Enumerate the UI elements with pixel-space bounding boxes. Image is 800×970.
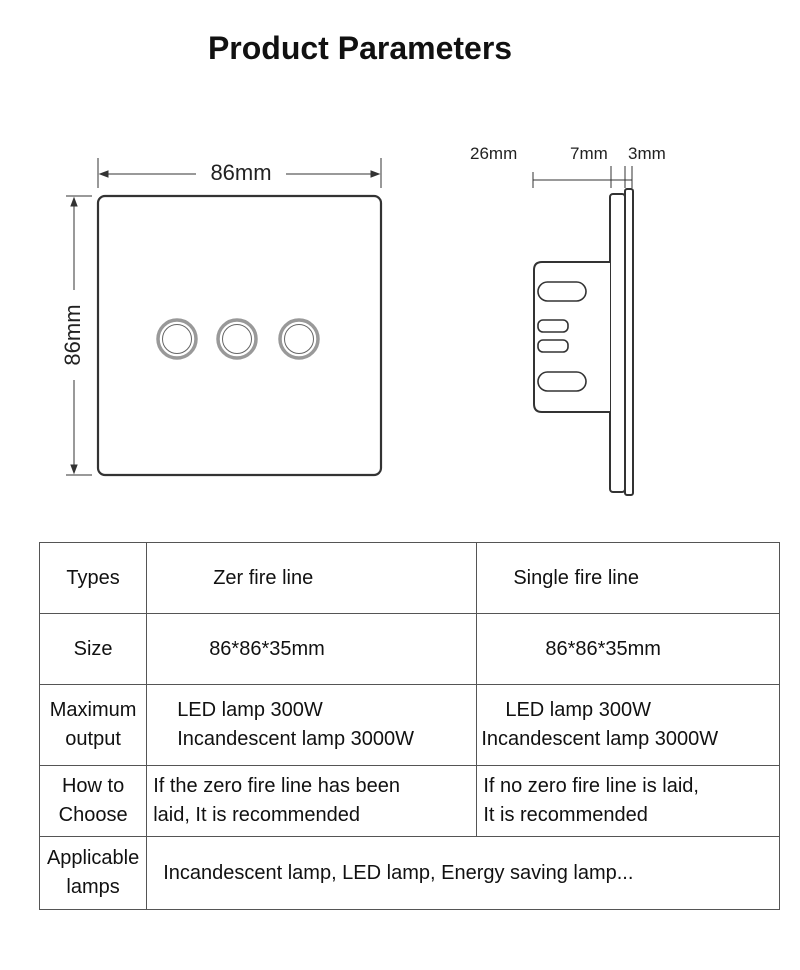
touch-button-2	[218, 320, 256, 358]
table-row-maximum-output	[40, 685, 780, 766]
zero-line-size: 86*86*35mm	[147, 614, 477, 685]
applicable-lamps-value: Incandescent lamp, LED lamp, Energy saving lamp...	[147, 837, 780, 910]
frame-dimension-label: 7mm	[570, 144, 608, 163]
touch-button-1	[158, 320, 196, 358]
row-label: How to Choose	[40, 766, 147, 837]
table-row-applicable-lamps	[40, 837, 780, 910]
row-label: Maximum output	[40, 685, 147, 766]
table-row-size	[40, 614, 780, 685]
front-view	[66, 158, 381, 475]
single-line-recommendation: If no zero fire line is laid, It is recommended	[477, 766, 780, 837]
depth-dimension-label: 26mm	[470, 144, 518, 163]
width-dimension-label: 86mm	[210, 160, 272, 185]
zero-line-recommendation: If the zero fire line has been laid, It is recommended	[147, 766, 477, 837]
table-row-how-to-choose	[40, 766, 780, 837]
height-dimension-label: 86mm	[60, 304, 85, 366]
touch-button-3	[280, 320, 318, 358]
single-line-output: LED lamp 300W Incandescent lamp 3000W	[477, 685, 780, 766]
table-row-types	[40, 543, 780, 614]
spec-table	[39, 542, 780, 910]
zero-line-type: Zer fire line	[147, 543, 477, 614]
page-title: Product Parameters	[207, 30, 513, 66]
single-line-size: 86*86*35mm	[477, 614, 780, 685]
single-line-type: Single fire line	[477, 543, 780, 614]
side-view	[533, 166, 633, 495]
row-label: Size	[40, 614, 147, 685]
row-label: Types	[40, 543, 147, 614]
panel-dimension-label: 3mm	[628, 144, 666, 163]
zero-line-output: LED lamp 300W Incandescent lamp 3000W	[147, 685, 477, 766]
row-label: Applicable lamps	[40, 837, 147, 910]
